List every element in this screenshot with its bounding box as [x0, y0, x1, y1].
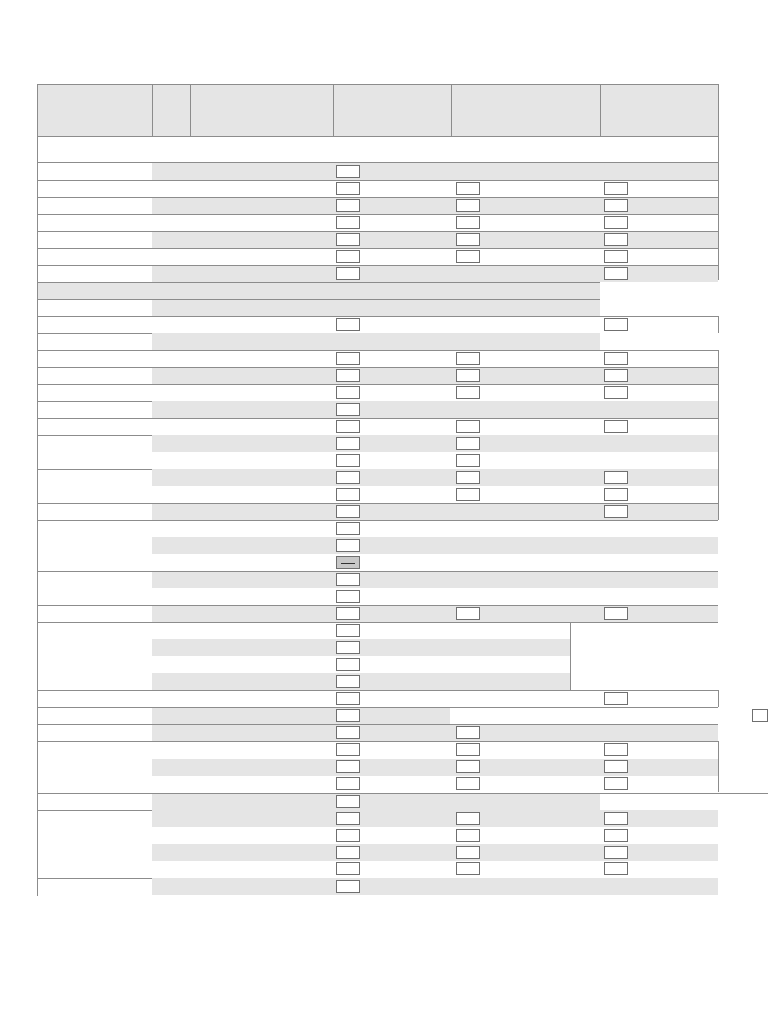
table-rule — [37, 520, 718, 521]
checkbox-icon[interactable] — [336, 795, 360, 808]
checkbox-icon[interactable] — [336, 709, 360, 722]
shaded-row — [152, 571, 718, 588]
table-rule — [37, 282, 600, 283]
checkbox-icon[interactable] — [456, 607, 480, 620]
table-rule — [37, 435, 152, 436]
shaded-row — [152, 707, 450, 724]
checkbox-icon[interactable] — [336, 556, 360, 569]
table-rule — [37, 136, 718, 137]
checkbox-icon[interactable] — [604, 471, 628, 484]
checkbox-icon[interactable] — [604, 199, 628, 212]
table-rule — [37, 571, 718, 572]
checkbox-icon[interactable] — [336, 505, 360, 518]
checkbox-icon[interactable] — [456, 199, 480, 212]
table-rule — [37, 180, 718, 181]
checkbox-icon[interactable] — [336, 539, 360, 552]
checkbox-icon[interactable] — [336, 403, 360, 416]
checkbox-icon[interactable] — [456, 743, 480, 756]
table-rule — [37, 810, 152, 811]
checkbox-icon[interactable] — [336, 318, 360, 331]
header-row — [37, 84, 718, 136]
checkbox-icon[interactable] — [604, 692, 628, 705]
checkbox-icon[interactable] — [604, 760, 628, 773]
table-rule — [37, 162, 718, 163]
table-rule — [37, 214, 718, 215]
shaded-row — [152, 333, 600, 350]
checkbox-icon[interactable] — [456, 352, 480, 365]
table-rule — [600, 84, 601, 136]
checkbox-icon[interactable] — [336, 352, 360, 365]
shaded-row — [152, 759, 718, 776]
checkbox-icon[interactable] — [456, 726, 480, 739]
checkbox-icon[interactable] — [336, 590, 360, 603]
table-rule — [152, 84, 153, 136]
checkbox-icon[interactable] — [456, 182, 480, 195]
shaded-row — [152, 163, 718, 180]
checkbox-icon[interactable] — [456, 216, 480, 229]
shaded-row — [152, 639, 570, 656]
table-rule — [718, 690, 719, 707]
checkbox-icon[interactable] — [752, 709, 768, 722]
table-rule — [37, 622, 570, 623]
table-rule — [718, 741, 719, 792]
checkbox-icon[interactable] — [336, 182, 360, 195]
checkbox-icon[interactable] — [336, 743, 360, 756]
table-rule — [37, 84, 718, 85]
checkbox-icon[interactable] — [336, 760, 360, 773]
checkbox-icon[interactable] — [604, 607, 628, 620]
checkbox-icon[interactable] — [336, 165, 360, 178]
table-rule — [37, 418, 718, 419]
table-rule — [718, 316, 719, 333]
checkbox-icon[interactable] — [336, 386, 360, 399]
checkbox-icon[interactable] — [456, 454, 480, 467]
table-rule — [37, 333, 152, 334]
table-rule — [333, 84, 334, 136]
checkbox-icon[interactable] — [336, 641, 360, 654]
checkbox-icon[interactable] — [456, 812, 480, 825]
checkbox-icon[interactable] — [456, 829, 480, 842]
table-rule — [718, 84, 719, 280]
shaded-row — [152, 793, 600, 810]
shaded-row — [152, 725, 718, 742]
shaded-row — [37, 283, 600, 299]
checkbox-icon[interactable] — [336, 829, 360, 842]
checkbox-icon[interactable] — [456, 488, 480, 501]
shaded-row — [152, 265, 718, 282]
shaded-row — [152, 401, 718, 418]
table-rule — [37, 231, 718, 232]
checkbox-icon[interactable] — [336, 692, 360, 705]
table-rule — [718, 350, 719, 520]
checkbox-icon[interactable] — [604, 386, 628, 399]
checkbox-icon[interactable] — [336, 812, 360, 825]
checkbox-icon[interactable] — [336, 846, 360, 859]
checkbox-icon[interactable] — [336, 862, 360, 875]
shaded-row — [152, 844, 718, 861]
table-rule — [37, 197, 718, 198]
checkbox-icon[interactable] — [336, 726, 360, 739]
table-rule — [190, 84, 191, 136]
table-rule — [600, 316, 718, 317]
shaded-row — [152, 673, 570, 690]
checkbox-icon[interactable] — [604, 488, 628, 501]
checkbox-icon[interactable] — [336, 454, 360, 467]
checkbox-icon[interactable] — [336, 573, 360, 586]
shaded-row — [152, 878, 718, 895]
checkbox-icon[interactable] — [456, 386, 480, 399]
checkbox-icon[interactable] — [604, 233, 628, 246]
shaded-row — [152, 299, 600, 316]
checkbox-icon[interactable] — [604, 812, 628, 825]
checkbox-icon[interactable] — [336, 488, 360, 501]
checkbox-icon[interactable] — [456, 250, 480, 263]
table-rule — [37, 724, 718, 725]
table-rule — [37, 469, 152, 470]
checkbox-icon[interactable] — [336, 471, 360, 484]
checkbox-icon[interactable] — [336, 250, 360, 263]
checkbox-icon[interactable] — [336, 369, 360, 382]
checkbox-icon[interactable] — [604, 318, 628, 331]
shaded-row — [152, 469, 718, 486]
checkbox-icon[interactable] — [456, 233, 480, 246]
table-rule — [37, 690, 718, 691]
checkbox-icon[interactable] — [456, 846, 480, 859]
checkbox-icon[interactable] — [336, 216, 360, 229]
checkbox-icon[interactable] — [604, 182, 628, 195]
checkbox-icon[interactable] — [336, 607, 360, 620]
checkbox-icon[interactable] — [604, 846, 628, 859]
checkbox-icon[interactable] — [456, 862, 480, 875]
table-rule — [570, 622, 571, 690]
checkbox-icon[interactable] — [456, 437, 480, 450]
shaded-row — [152, 503, 718, 520]
checkbox-icon[interactable] — [336, 624, 360, 637]
checkbox-icon[interactable] — [604, 267, 628, 280]
checkbox-icon[interactable] — [604, 250, 628, 263]
table-rule — [37, 248, 718, 249]
checkbox-icon[interactable] — [336, 777, 360, 790]
checkbox-icon[interactable] — [336, 437, 360, 450]
table-rule — [37, 367, 718, 368]
table-rule — [37, 707, 718, 708]
checkbox-icon[interactable] — [604, 420, 628, 433]
table-rule — [37, 299, 600, 300]
checkbox-icon[interactable] — [604, 369, 628, 382]
checkbox-icon[interactable] — [456, 471, 480, 484]
checkbox-icon[interactable] — [336, 233, 360, 246]
checkbox-icon[interactable] — [604, 777, 628, 790]
table-rule — [37, 350, 718, 351]
checkbox-icon[interactable] — [336, 675, 360, 688]
table-rule — [37, 265, 718, 266]
table-rule — [37, 384, 718, 385]
checkbox-icon[interactable] — [604, 862, 628, 875]
shaded-row — [152, 537, 718, 554]
table-rule — [570, 622, 718, 623]
checkbox-icon[interactable] — [336, 522, 360, 535]
table-rule — [37, 741, 718, 742]
shaded-row — [152, 231, 718, 248]
table-rule — [37, 84, 38, 896]
table-rule — [451, 84, 452, 136]
checkbox-icon[interactable] — [456, 760, 480, 773]
table-rule — [37, 503, 718, 504]
checkbox-icon[interactable] — [604, 505, 628, 518]
checkbox-icon[interactable] — [604, 216, 628, 229]
checkbox-icon[interactable] — [456, 369, 480, 382]
checkbox-icon[interactable] — [604, 829, 628, 842]
table-rule — [37, 793, 768, 794]
shaded-row — [152, 810, 718, 827]
checkbox-icon[interactable] — [336, 658, 360, 671]
shaded-row — [152, 605, 718, 622]
checkbox-icon[interactable] — [456, 420, 480, 433]
table-rule — [37, 878, 152, 879]
checkbox-icon[interactable] — [336, 420, 360, 433]
checkbox-icon[interactable] — [604, 352, 628, 365]
checkbox-icon[interactable] — [336, 267, 360, 280]
shaded-row — [152, 367, 718, 384]
shaded-row — [152, 435, 718, 452]
checkbox-icon[interactable] — [336, 880, 360, 893]
table-rule — [37, 316, 600, 317]
table-rule — [37, 401, 152, 402]
checkbox-icon[interactable] — [604, 743, 628, 756]
checkbox-icon[interactable] — [336, 199, 360, 212]
table-rule — [37, 605, 718, 606]
shaded-row — [152, 197, 718, 214]
checkbox-icon[interactable] — [456, 777, 480, 790]
